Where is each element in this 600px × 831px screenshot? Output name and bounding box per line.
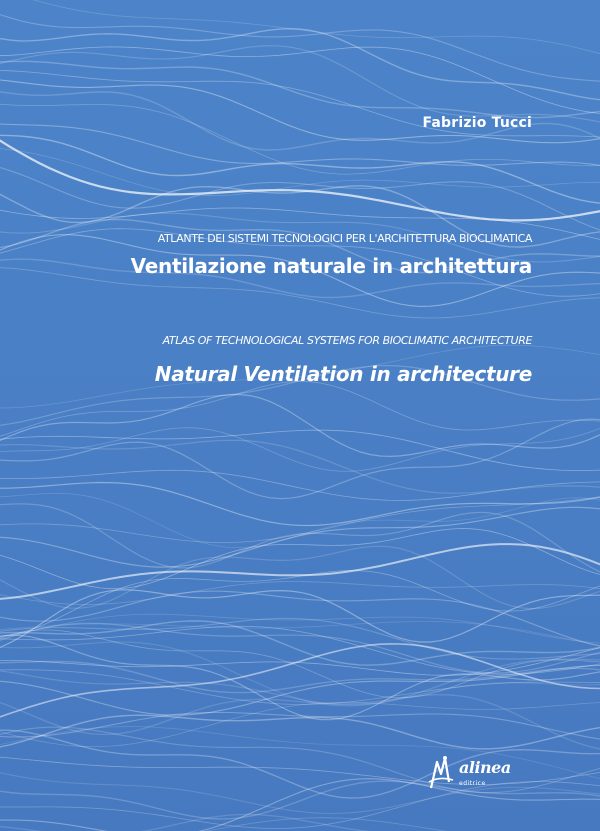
wave-line [0,635,600,720]
title-english: Natural Ventilation in architecture [154,362,532,386]
wave-line [0,102,600,174]
publisher-logo-icon [425,752,457,792]
wave-line [0,493,600,547]
wave-line [0,529,600,589]
wave-line [0,147,600,196]
subtitle-english: ATLAS OF TECHNOLOGICAL SYSTEMS FOR BIOCLIMATIC ARCHITECTURE [162,334,532,347]
wave-line [0,544,600,599]
wave-line [0,61,600,117]
wave-line [0,712,600,741]
wave-line [0,623,600,673]
wave-line [0,7,600,83]
wave-line [0,47,600,115]
author-name: Fabrizio Tucci [422,115,532,131]
wave-line [0,381,600,441]
title-italian: Ventilazione naturale in architettura [130,254,532,278]
publisher-logo [425,752,540,800]
wave-line [0,46,600,126]
wave-line [0,440,600,493]
wave-line [0,29,600,101]
wave-line [0,582,600,605]
wave-line [0,470,600,500]
wave-line [0,395,600,457]
wave-line [0,702,600,747]
publisher-name: alinea [459,758,511,777]
publisher-subname: editrice [459,780,486,787]
wave-line [0,135,600,204]
wave-line [0,507,600,567]
subtitle-italian: ATLANTE DEI SISTEMI TECNOLOGICI PER L'ARCHITETTURA BIOCLIMATICA [157,232,532,245]
wave-line [0,419,600,499]
